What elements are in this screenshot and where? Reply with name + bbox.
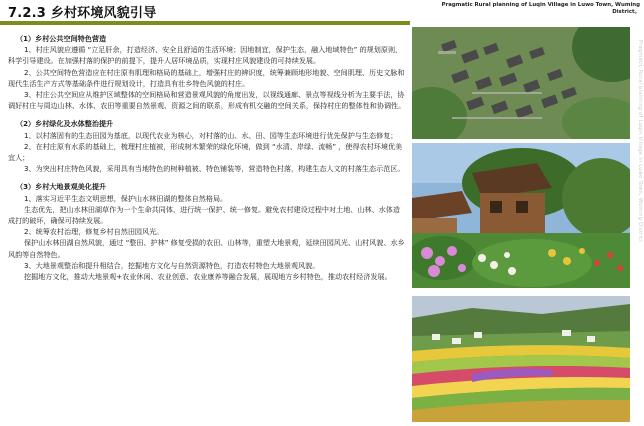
section-title: 7.2.3 乡村环境风貌引导 — [8, 6, 157, 21]
paragraph: 2、统筹农村治理，修复乡村自然田园风光。 — [24, 227, 164, 237]
section-heading-2: （2）乡村绿化及水体整治提升 — [16, 119, 114, 129]
paragraph: 1、以村落固有的生态田园为基底，以现代农业为核心，对村落的山、水、田、园等生态环境进行优先保护与生态修复； — [24, 130, 398, 140]
title-rule — [0, 21, 410, 25]
body-text — [8, 31, 406, 282]
terraced-fields-photo — [412, 296, 630, 422]
paragraph: 2、在村庄原有水系的基础上，梳理村庄植被，形成树木繁荣的绿化环境，做到 “水清、岸绿、流畅” ，使得农村环境优美宜人； — [8, 141, 403, 163]
village-garden-photo — [412, 143, 630, 288]
paragraph: 1、村庄风貌应遵循 “立足肝余，打造经济、安全且舒适的生活环境；因地制宜，保护生态，融入地域特色” 的规划原则，科学引导建设。在加强村落的保护的前提下，提升人居环境品质，实现村庄风貌建设的可持续发展。 — [8, 45, 403, 66]
paragraph: 3、为突出村庄特色风貌，采用具有当地特色的树种植被、特色铺装等，营造特色村落，构建生态人文的村落生态示范区。 — [24, 164, 405, 174]
section-heading-1: （1）乡村公共空间特色营造 — [16, 34, 107, 43]
paragraph: 生态优先，把山水林田湖草作为一个生命共同体，进行统一保护、统一修复。避免农村建设过程中对土地、山林、水体造成打的破坏，确保可持续发展。 — [8, 204, 400, 226]
paragraph: 挖掘地方文化，推动大地景观+农业休闲、农业创意、农业康养等融合发展，展现地方乡村特色，推动农村经济发展。 — [24, 272, 392, 282]
section-heading-3: （3）乡村大地景观美化提升 — [16, 182, 107, 192]
side-watermark: Pragmatic Rural planning of Luqin Village in Luwo Town, Wuming District — [637, 40, 643, 243]
paragraph: 3、村庄公共空间应从维护区域整体的空间格局和营造景观风貌的角度出发，以视线通廊、景点等视线分析为主要手法，协调好村庄与周边山林、水体、农田等重要自然景观、资源之间的联系，形成有机交融的空间关系，保持村庄的整体性和协调性。 — [8, 90, 406, 111]
paragraph: 保护山水林田湖自然风貌，通过 “整田、护林” 修复受损的农田、山林等，重塑大地景观，延续田园风光、山村风貌、水乡风韵等自然特色。 — [8, 238, 405, 259]
paragraph: 1、落实习近平生态文明思想，保护山水林田湖的整体自然格局。 — [24, 193, 228, 203]
paragraph: 2、公共空间特色营造应在村庄原有肌理和格局的基础上，增强村庄的辨识度，统筹兼顾地形地貌、空间肌理、历史文脉和现代生活生产方式等基础条件进行规划设计，打造具有壮乡特色风貌的村庄。 — [8, 67, 405, 88]
english-caption: Pragmatic Rural planning of Luqin Village in Luwo Town, Wuming District。 — [441, 2, 640, 15]
village-aerial-photo — [412, 27, 630, 139]
paragraph: 3、大地景观整治和提升相结合，挖掘地方文化与自然资源特色，打造农村特色大地景观风貌。 — [24, 260, 320, 270]
